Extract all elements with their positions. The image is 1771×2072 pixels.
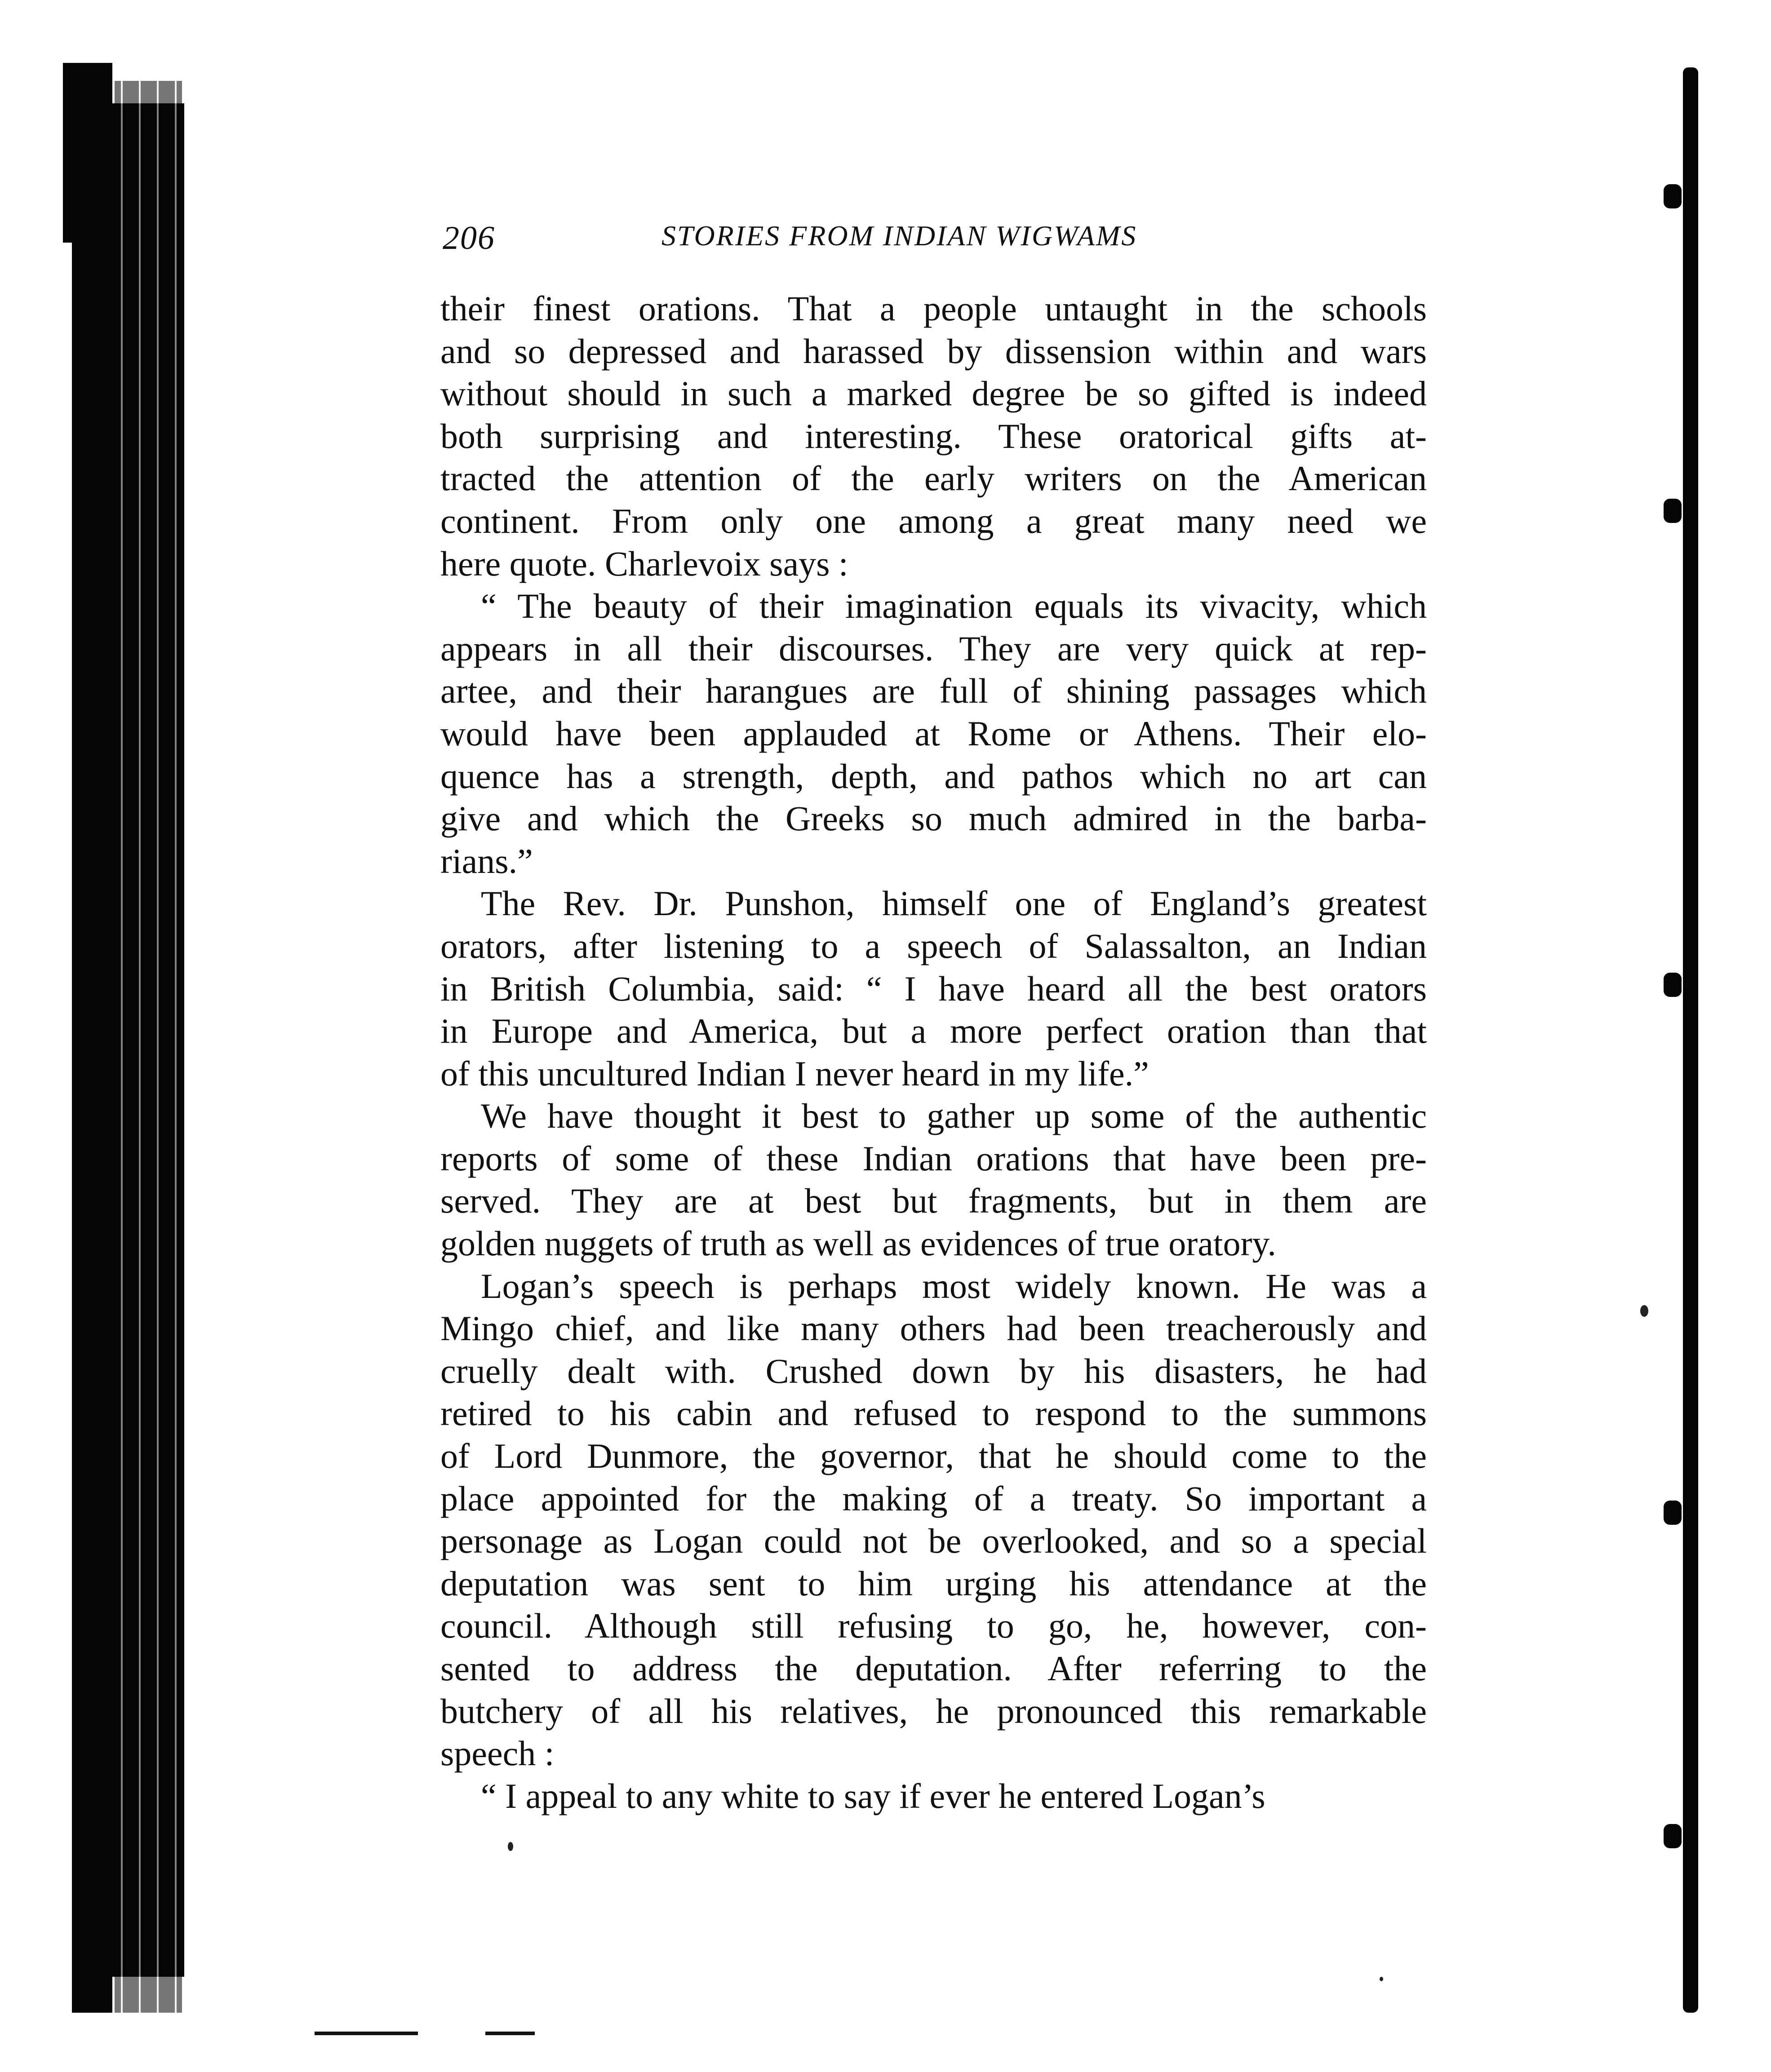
page-edge-mark — [1664, 499, 1682, 523]
page-edge-shadow — [1683, 67, 1698, 2013]
paragraph — [440, 1095, 1427, 1265]
scan-speck — [508, 1842, 513, 1851]
text-line: We have thought it best to gather up some of the authentic — [481, 1096, 1427, 1136]
page-edge-mark — [1664, 1824, 1682, 1848]
running-head: STORIES FROM INDIAN WIGWAMS — [661, 220, 1137, 252]
text-line: golden nuggets of truth as well as evidences of true oratory. — [440, 1224, 1276, 1263]
book-gutter-shadow — [72, 63, 112, 2013]
text-line: butchery of all his relatives, he pronounced this remarkable — [440, 1691, 1427, 1731]
page-edge-mark — [1664, 184, 1682, 208]
paragraph — [440, 882, 1427, 1095]
text-line: orators, after listening to a speech of Salassalton, an Indian — [440, 926, 1427, 965]
page-number: 206 — [443, 220, 495, 257]
text-line: personage as Logan could not be overlooked, and so a special — [440, 1521, 1427, 1561]
text-line: continent. From only one among a great many need we — [440, 501, 1427, 540]
text-line: served. They are at best but fragments, but in them are — [440, 1181, 1427, 1221]
text-line: sented to address the deputation. After referring to the — [440, 1649, 1427, 1688]
paragraph — [440, 585, 1427, 882]
text-line: council. Although still refusing to go, he, however, con- — [440, 1606, 1427, 1646]
book-gutter-texture — [115, 81, 182, 2013]
text-line: place appointed for the making of a treaty. So important a — [440, 1479, 1427, 1518]
text-line: deputation was sent to him urging his attendance at the — [440, 1563, 1427, 1603]
page-header — [443, 219, 1445, 260]
text-line: without should in such a marked degree be so gifted is indeed — [440, 374, 1427, 413]
paragraph — [440, 1775, 1427, 1818]
text-line: quence has a strength, depth, and pathos which no art can — [440, 756, 1427, 796]
text-line: Mingo chief, and like many others had been treacherously and — [440, 1309, 1427, 1348]
text-line: both surprising and interesting. These oratorical gifts at- — [440, 416, 1427, 456]
page-edge-mark — [1664, 1501, 1682, 1525]
text-line: and so depressed and harassed by dissension within and wars — [440, 331, 1427, 371]
text-line: of Lord Dunmore, the governor, that he should come to the — [440, 1436, 1427, 1476]
text-line: their finest orations. That a people untaught in the schools — [440, 289, 1427, 328]
text-line: of this uncultured Indian I never heard in my life.” — [440, 1054, 1149, 1093]
scan-speck — [1640, 1305, 1648, 1317]
text-line: retired to his cabin and refused to respond to the summons — [440, 1394, 1427, 1433]
text-line: appears in all their discourses. They are very quick at rep- — [440, 629, 1427, 668]
text-line: reports of some of these Indian orations that have been pre- — [440, 1138, 1427, 1178]
text-line: in British Columbia, said: “ I have heard all the best orators — [440, 969, 1427, 1008]
text-line: speech : — [440, 1734, 555, 1773]
page-edge-mark — [1664, 973, 1682, 997]
text-line: give and which the Greeks so much admired in the barba- — [440, 799, 1427, 838]
scan-speck — [1380, 1977, 1383, 1981]
footer-scan-mark — [485, 2032, 535, 2035]
text-line: Logan’s speech is perhaps most widely known. He was a — [481, 1266, 1427, 1306]
text-line: in Europe and America, but a more perfect oration than that — [440, 1011, 1427, 1051]
text-line: would have been applauded at Rome or Athens. Their elo- — [440, 713, 1427, 753]
text-line: “ I appeal to any white to say if ever he entered Logan’s — [481, 1776, 1265, 1815]
text-line: tracted the attention of the early writers on the American — [440, 459, 1427, 498]
paragraph — [440, 288, 1427, 585]
footer-scan-mark — [315, 2032, 418, 2035]
paragraph — [440, 1265, 1427, 1775]
text-line: here quote. Charlevoix says : — [440, 544, 848, 583]
text-line: cruelly dealt with. Crushed down by his disasters, he had — [440, 1351, 1427, 1390]
text-line: artee, and their harangues are full of shining passages which — [440, 671, 1427, 711]
body-text — [440, 288, 1427, 1817]
text-line: rians.” — [440, 841, 533, 881]
text-line: “ The beauty of their imagination equals its vivacity, which — [481, 586, 1427, 626]
text-line: The Rev. Dr. Punshon, himself one of England’s greatest — [481, 884, 1427, 923]
